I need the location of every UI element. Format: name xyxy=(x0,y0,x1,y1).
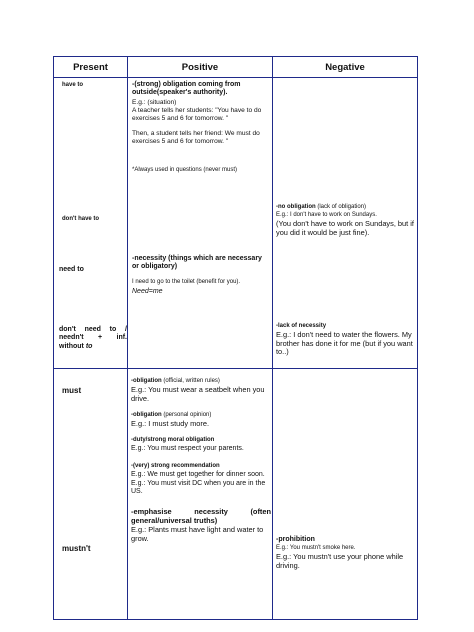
no-obligation-line: (You don't have to work on Sundays, but if you did it would be just fine). xyxy=(276,219,414,237)
dont-have-to-label: don't have to xyxy=(62,216,100,222)
obligation2-note: (personal opinion) xyxy=(163,412,212,418)
have-to-title: -(strong) obligation coming from outside(speaker's authority). xyxy=(132,81,241,97)
need-eg: I need to go to the toilet (benefit for you). xyxy=(132,279,241,285)
obligation2-title: -obligation xyxy=(131,412,162,418)
no-obligation-eg: E.g.: I don't have to work on Sundays. xyxy=(276,212,377,218)
no-obligation-heading xyxy=(276,204,416,212)
have-to-note: *Always used in questions (never must) xyxy=(132,167,238,173)
negative-cell xyxy=(273,369,418,620)
duty-title: -duty/strong moral obligation xyxy=(131,437,215,443)
modal-verbs-table xyxy=(53,56,418,620)
obligation1-title: -obligation xyxy=(131,378,162,384)
table-row xyxy=(54,78,418,369)
header-present: Present xyxy=(54,57,128,78)
no-obligation-title: -no obligation xyxy=(276,204,316,210)
have-to-eg: E.g.: (situation) xyxy=(132,99,177,106)
need-title: -necessity (things which are necessary or obligatory) xyxy=(132,255,262,271)
duty-eg: E.g.: You must respect your parents. xyxy=(131,445,244,452)
negative-cell xyxy=(273,78,418,369)
prohibition-title: -prohibition xyxy=(276,536,315,543)
no-obligation-note: (lack of obligation) xyxy=(317,204,367,210)
positive-cell xyxy=(128,78,273,369)
prohibition-eg1: E.g.: You mustn't smoke here. xyxy=(276,545,356,551)
prohibition-eg2: E.g.: You mustn't use your phone while driving. xyxy=(276,552,404,570)
have-to-label: have to xyxy=(62,82,84,88)
have-to-line3: Then, a student tells her friend: We must do exercises 5 and 6 for tomorrow. " xyxy=(132,130,260,145)
recommendation-title: -(very) strong recommendation xyxy=(131,463,220,469)
mustnt-label: mustn't xyxy=(62,544,91,553)
emphasise-eg: E.g.: Plants must have light and water to grow. xyxy=(131,525,264,543)
header-negative: Negative xyxy=(273,57,418,78)
header-positive: Positive xyxy=(128,57,273,78)
header-row xyxy=(54,57,418,78)
recommendation-eg2: E.g.: You must visit DC when you are in the US. xyxy=(131,480,266,496)
emphasise-title: -emphasise necessity (often general/universal truths) xyxy=(131,507,271,525)
recommendation-eg1: E.g.: We must get together for dinner soon. xyxy=(131,471,265,478)
must-label: must xyxy=(62,386,82,395)
obligation1-note: (official, written rules) xyxy=(163,378,220,384)
obligation1-eg: E.g.: You must wear a seatbelt when you drive. xyxy=(131,385,265,403)
need-to-label: need to xyxy=(59,266,84,273)
have-to-line2: A teacher tells her students: "You have to do exercises 5 and 6 for tomorrow. " xyxy=(132,107,262,122)
table-row xyxy=(54,369,418,620)
positive-cell xyxy=(128,369,273,620)
present-cell xyxy=(54,369,128,620)
dont-need-to-label xyxy=(59,326,127,351)
obligation2-eg: E.g.: I must study more. xyxy=(131,419,210,428)
need-eq: Need=me xyxy=(132,288,163,295)
lack-title: -lack of necessity xyxy=(276,323,327,329)
dont-need-to-to: to xyxy=(85,342,93,350)
lack-eg: E.g.: I don't need to water the flowers. My brother has done it for me (but if you want to..) xyxy=(276,330,413,357)
dont-need-to-text: don't need to / needn't + inf. without xyxy=(59,326,127,350)
present-cell xyxy=(54,78,128,369)
